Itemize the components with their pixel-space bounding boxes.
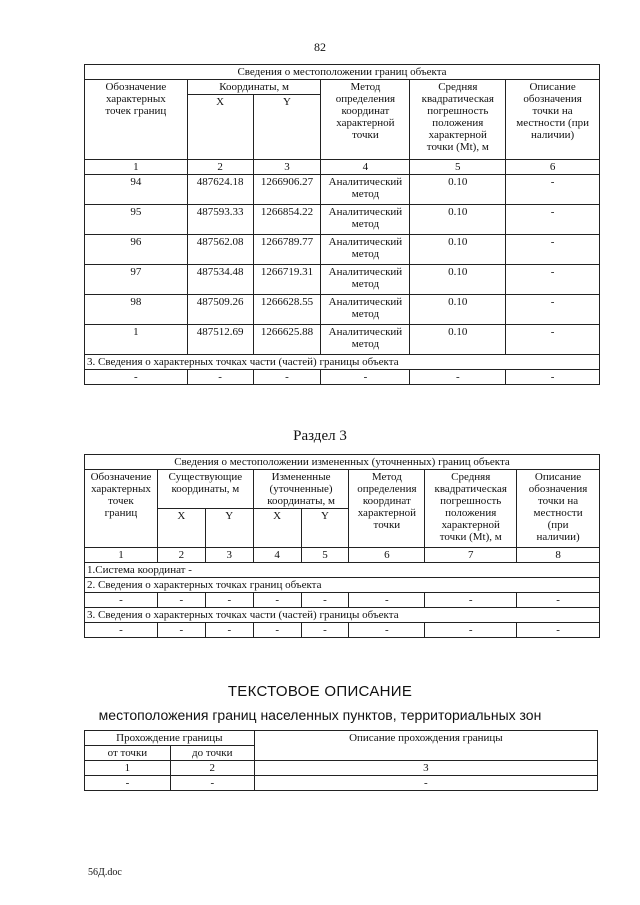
cell-point: 98 [85, 295, 188, 325]
dash-cell: - [517, 593, 600, 608]
file-name-footer: 56Д.doc [88, 867, 122, 878]
cell-error: 0.10 [410, 325, 506, 355]
col-num: 4 [321, 160, 410, 175]
cell-error: 0.10 [410, 265, 506, 295]
header-coordinates: Координаты, м [187, 80, 321, 95]
dash-cell: - [85, 593, 158, 608]
dash-cell: - [205, 623, 253, 638]
table-row [85, 235, 600, 265]
cell-error: 0.10 [410, 205, 506, 235]
col-num: 2 [157, 548, 205, 563]
boundary-location-table [84, 64, 600, 385]
table-caption: Сведения о местоположении границ объекта [85, 65, 600, 80]
dash-cell: - [157, 623, 205, 638]
dash-row [85, 593, 600, 608]
cell-y: 1266628.55 [253, 295, 321, 325]
header-changed-coords: Измененные (уточненные) координаты, м [253, 470, 349, 509]
header-error: Средняя квадратическая погрешность положения характерной точки (Mt), м [425, 470, 517, 548]
dash-cell: - [301, 623, 349, 638]
dash-cell: - [157, 593, 205, 608]
header-to-point: до точки [170, 746, 254, 761]
col-num: 8 [517, 548, 600, 563]
col-num: 1 [85, 761, 171, 776]
page-number: 82 [314, 40, 326, 54]
col-num: 5 [301, 548, 349, 563]
dash-cell: - [506, 370, 600, 385]
column-number-row [85, 761, 598, 776]
col-num: 7 [425, 548, 517, 563]
col-num: 3 [205, 548, 253, 563]
header-y: Y [253, 95, 321, 160]
dash-cell: - [517, 623, 600, 638]
col-num: 3 [253, 160, 321, 175]
dash-cell: - [410, 370, 506, 385]
table-row [85, 265, 600, 295]
cell-desc: - [506, 235, 600, 265]
cell-x: 487593.33 [187, 205, 253, 235]
dash-row [85, 776, 598, 791]
cell-x: 487534.48 [187, 265, 253, 295]
cell-y: 1266719.31 [253, 265, 321, 295]
table-row [85, 295, 600, 325]
col-num: 4 [253, 548, 301, 563]
section-title: Раздел 3 [293, 428, 347, 444]
cell-y: 1266906.27 [253, 175, 321, 205]
cell-error: 0.10 [410, 295, 506, 325]
dash-cell: - [253, 623, 301, 638]
cell-desc: - [506, 295, 600, 325]
table-caption: Сведения о местоположении измененных (уточненных) границ объекта [85, 455, 600, 470]
cell-point: 97 [85, 265, 188, 295]
cell-method: Аналитический метод [321, 205, 410, 235]
part-section-heading: 3. Сведения о характерных точках части (частей) границы объекта [85, 355, 600, 370]
col-num: 5 [410, 160, 506, 175]
col-num: 6 [506, 160, 600, 175]
header-y: Y [205, 509, 253, 548]
header-x: X [187, 95, 253, 160]
cell-y: 1266625.88 [253, 325, 321, 355]
dash-cell: - [187, 370, 253, 385]
dash-cell: - [85, 370, 188, 385]
header-description: Описание обозначения точки на местности (при наличии) [506, 80, 600, 160]
cell-desc: - [506, 265, 600, 295]
cell-desc: - [506, 205, 600, 235]
col-num: 1 [85, 160, 188, 175]
cell-method: Аналитический метод [321, 175, 410, 205]
dash-cell: - [205, 593, 253, 608]
col-num: 6 [349, 548, 425, 563]
table-row [85, 205, 600, 235]
dash-cell: - [321, 370, 410, 385]
cell-x: 487624.18 [187, 175, 253, 205]
col-num: 1 [85, 548, 158, 563]
dash-cell: - [349, 623, 425, 638]
text-description-title: ТЕКСТОВОЕ ОПИСАНИЕ [227, 683, 413, 700]
cell-method: Аналитический метод [321, 235, 410, 265]
col-num: 2 [187, 160, 253, 175]
header-designation: Обозначение характерных точек границ [85, 470, 158, 548]
boundary-points-heading: 2. Сведения о характерных точках границ объекта [85, 578, 600, 593]
cell-point: 1 [85, 325, 188, 355]
header-x: X [157, 509, 205, 548]
boundary-passage-table [84, 730, 598, 791]
cell-method: Аналитический метод [321, 295, 410, 325]
header-error: Средняя квадратическая погрешность положения характерной точки (Mt), м [410, 80, 506, 160]
table-row [85, 325, 600, 355]
changed-boundaries-table [84, 454, 600, 638]
dash-cell: - [254, 776, 597, 791]
dash-cell: - [170, 776, 254, 791]
dash-cell: - [425, 593, 517, 608]
col-num: 3 [254, 761, 597, 776]
cell-method: Аналитический метод [321, 325, 410, 355]
cell-y: 1266789.77 [253, 235, 321, 265]
header-existing-coords: Существующие координаты, м [157, 470, 253, 509]
cell-x: 487509.26 [187, 295, 253, 325]
cell-method: Аналитический метод [321, 265, 410, 295]
dash-cell: - [253, 593, 301, 608]
dash-cell: - [85, 623, 158, 638]
header-x: X [253, 509, 301, 548]
dash-cell: - [425, 623, 517, 638]
cell-point: 95 [85, 205, 188, 235]
header-method: Метод определения координат характерной точки [321, 80, 410, 160]
dash-cell: - [85, 776, 171, 791]
text-description-subtitle: местоположения границ населенных пунктов, территориальных зон [98, 707, 542, 723]
dash-row [85, 370, 600, 385]
cell-error: 0.10 [410, 235, 506, 265]
cell-x: 487562.08 [187, 235, 253, 265]
header-description: Описание обозначения точки на местности (при наличии) [517, 470, 600, 548]
cell-x: 487512.69 [187, 325, 253, 355]
header-y: Y [301, 509, 349, 548]
dash-cell: - [349, 593, 425, 608]
header-designation: Обозначение характерных точек границ [85, 80, 188, 160]
header-method: Метод определения координат характерной точки [349, 470, 425, 548]
cell-point: 96 [85, 235, 188, 265]
dash-cell: - [301, 593, 349, 608]
cell-y: 1266854.22 [253, 205, 321, 235]
dash-cell: - [253, 370, 321, 385]
header-passage-description: Описание прохождения границы [254, 731, 597, 761]
cell-desc: - [506, 175, 600, 205]
column-number-row [85, 160, 600, 175]
table-row [85, 175, 600, 205]
cell-error: 0.10 [410, 175, 506, 205]
dash-row [85, 623, 600, 638]
cell-point: 94 [85, 175, 188, 205]
column-number-row [85, 548, 600, 563]
col-num: 2 [170, 761, 254, 776]
coord-system-heading: 1.Система координат - [85, 563, 600, 578]
header-passage: Прохождение границы [85, 731, 255, 746]
part-points-heading: 3. Сведения о характерных точках части (частей) границы объекта [85, 608, 600, 623]
cell-desc: - [506, 325, 600, 355]
header-from-point: от точки [85, 746, 171, 761]
